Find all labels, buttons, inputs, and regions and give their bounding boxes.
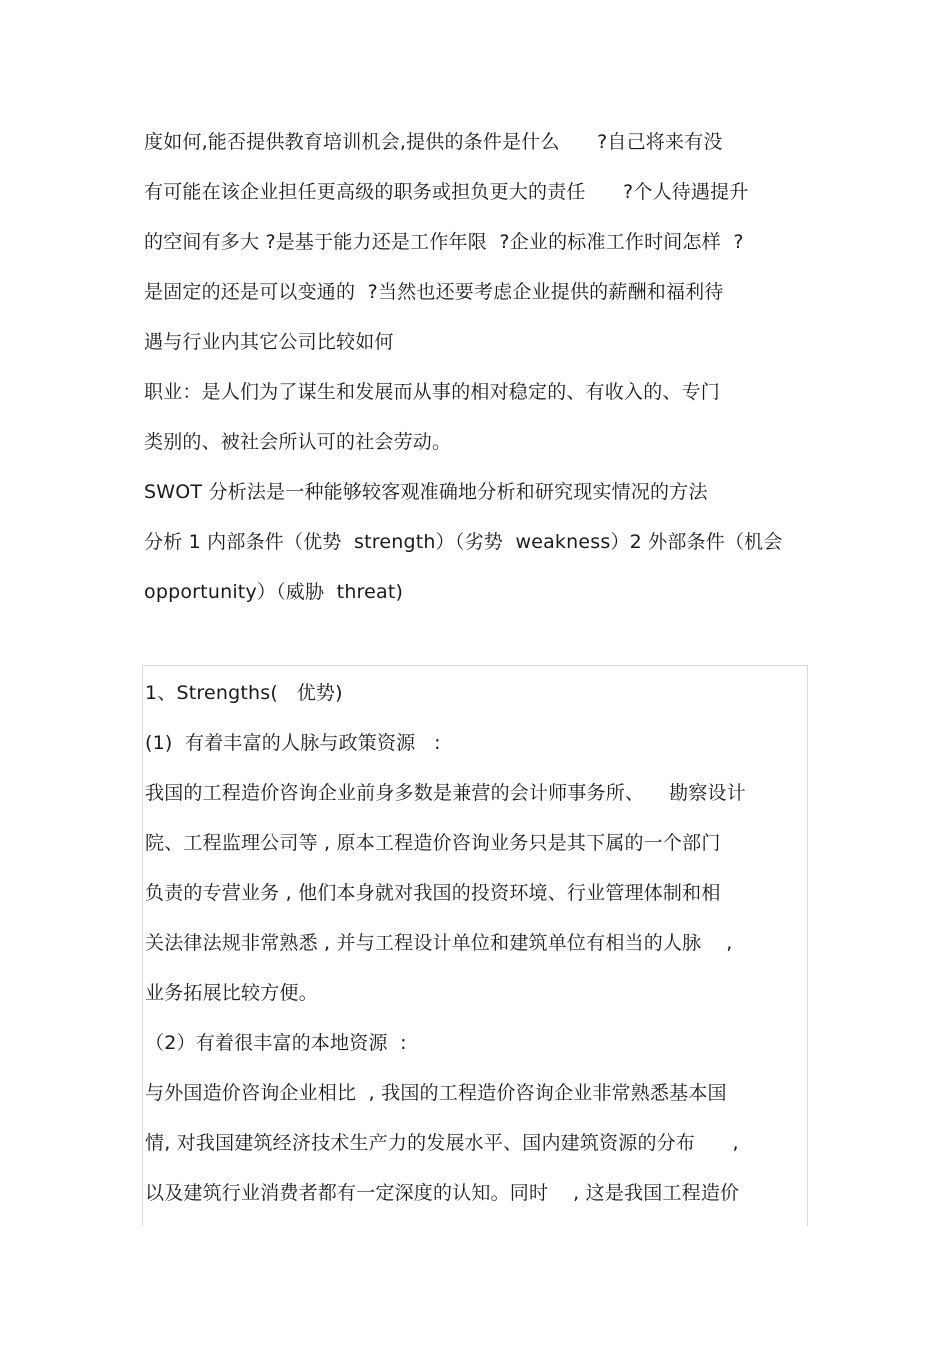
intro-text-block: [144, 117, 854, 617]
text-line: 的空间有多大 ?是基于能力还是工作年限 ?企业的标准工作时间怎样 ?: [144, 231, 744, 253]
section-heading: 1、Strengths( 优势): [145, 682, 343, 704]
text-line: 类别的、被社会所认可的社会劳动。: [144, 431, 452, 453]
text-line: 是固定的还是可以变通的 ?当然也还要考虑企业提供的薪酬和福利待: [144, 281, 724, 303]
text-line: 与外国造价咨询企业相比 , 我国的工程造价咨询企业非常熟悉基本国: [145, 1082, 727, 1104]
text-line: 有可能在该企业担任更高级的职务或担负更大的责任 ?个人待遇提升: [144, 181, 749, 203]
subsection-heading: （2）有着很丰富的本地资源 :: [145, 1032, 407, 1054]
text-line: 关法律法规非常熟悉 , 并与工程设计单位和建筑单位有相当的人脉 ,: [145, 932, 733, 954]
subsection-heading: (1) 有着丰富的人脉与政策资源 :: [145, 732, 441, 754]
strengths-text-box: [142, 665, 808, 1226]
text-line: 我国的工程造价咨询企业前身多数是兼营的会计师事务所、 勘察设计: [145, 782, 746, 804]
text-line: 遇与行业内其它公司比较如何: [144, 331, 394, 353]
text-line: 以及建筑行业消费者都有一定深度的认知。同时 , 这是我国工程造价: [145, 1182, 740, 1204]
text-line: opportunity）（威胁 threat): [144, 581, 404, 603]
text-line: 负责的专营业务 , 他们本身就对我国的投资环境、行业管理体制和相: [145, 882, 721, 904]
text-line: 度如何,能否提供教育培训机会,提供的条件是什么 ?自己将来有没: [144, 131, 723, 153]
text-line: 业务拓展比较方便。: [145, 982, 318, 1004]
strengths-text-block: [145, 668, 808, 1218]
text-line: 分析 1 内部条件（优势 strength）（劣势 weakness）2 外部条件（机会: [144, 531, 783, 553]
text-line: 职业：是人们为了谋生和发展而从事的相对稳定的、有收入的、专门: [144, 381, 721, 403]
text-line: 情, 对我国建筑经济技术生产力的发展水平、国内建筑资源的分布 ,: [145, 1132, 739, 1154]
text-line: SWOT 分析法是一种能够较客观准确地分析和研究现实情况的方法: [144, 481, 708, 503]
text-line: 院、工程监理公司等 , 原本工程造价咨询业务只是其下属的一个部门: [145, 832, 721, 854]
